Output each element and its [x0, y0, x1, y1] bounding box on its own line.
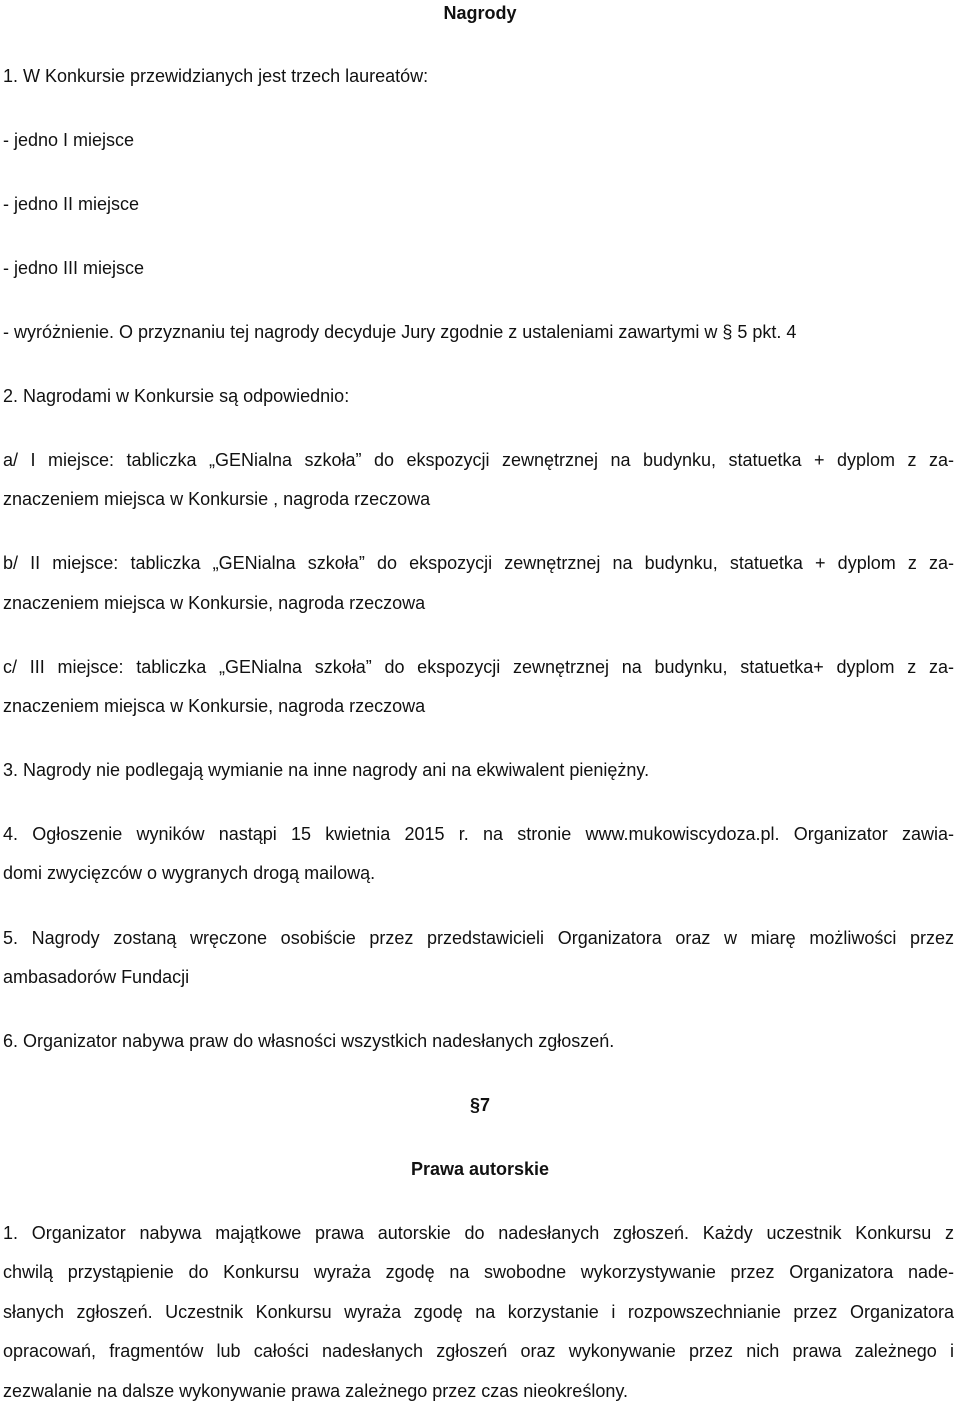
paragraph-4-line-1: 4. Ogłoszenie wyników nastąpi 15 kwietnia 2015 r. na stronie www.mukowiscydoza.pl. Organizator zawia-: [3, 824, 954, 844]
copyright-line-3: słanych zgłoszeń. Uczestnik Konkursu wyraża zgodę na korzystanie i rozpowszechnianie przez Organizatora: [3, 1302, 954, 1322]
paragraph-6: 6. Organizator nabywa praw do własności wszystkich nadesłanych zgłoszeń.: [3, 1031, 615, 1051]
list-item-second-place: - jedno II miejsce: [3, 194, 140, 214]
section-heading: Nagrody: [443, 3, 517, 23]
prize-c-line-2: znaczeniem miejsca w Konkursie, nagroda rzeczowa: [3, 696, 426, 716]
list-item-first-place: - jedno I miejsce: [3, 130, 135, 150]
section-title: Prawa autorskie: [410, 1159, 550, 1179]
paragraph-3: 3. Nagrody nie podlegają wymianie na inne nagrody ani na ekwiwalent pieniężny.: [3, 760, 650, 780]
paragraph-5-line-1: 5. Nagrody zostaną wręczone osobiście przez przedstawicieli Organizatora oraz w miarę możliwości przez: [3, 928, 954, 948]
prize-a-line-2: znaczeniem miejsca w Konkursie , nagroda rzeczowa: [3, 489, 431, 509]
copyright-line-5: zezwalanie na dalsze wykonywanie prawa zależnego przez czas nieokreślony.: [3, 1381, 628, 1401]
copyright-line-2: chwilą przystąpienie do Konkursu wyraża zgodę na swobodne wykorzystywanie przez Organizatora nade-: [3, 1262, 954, 1282]
paragraph-1: 1. W Konkursie przewidzianych jest trzech laureatów:: [3, 66, 429, 86]
copyright-line-4: opracowań, fragmentów lub całości nadesłanych zgłoszeń oraz wykonywanie przez nich prawa zależnego i: [3, 1341, 954, 1361]
list-item-distinction: - wyróżnienie. O przyznaniu tej nagrody decyduje Jury zgodnie z ustaleniami zawartymi w § 5 pkt. 4: [3, 322, 797, 342]
paragraph-5-line-2: ambasadorów Fundacji: [3, 967, 190, 987]
section-number: §7: [469, 1095, 491, 1115]
list-item-third-place: - jedno III miejsce: [3, 258, 145, 278]
prize-a-line-1: a/ I miejsce: tabliczka „GENialna szkoła” do ekspozycji zewnętrznej na budynku, statuetka + dyplom z za-: [3, 450, 954, 470]
prize-b-line-2: znaczeniem miejsca w Konkursie, nagroda rzeczowa: [3, 593, 426, 613]
prize-b-line-1: b/ II miejsce: tabliczka „GENialna szkoła” do ekspozycji zewnętrznej na budynku, statuetka + dyplom z za-: [3, 553, 954, 573]
copyright-line-1: 1. Organizator nabywa majątkowe prawa autorskie do nadesłanych zgłoszeń. Każdy uczestnik Konkursu z: [3, 1223, 954, 1243]
prize-c-line-1: c/ III miejsce: tabliczka „GENialna szkoła” do ekspozycji zewnętrznej na budynku, statuetka+ dyplom z za-: [3, 657, 954, 677]
paragraph-4-line-2: domi zwycięzców o wygranych drogą mailową.: [3, 863, 376, 883]
paragraph-2: 2. Nagrodami w Konkursie są odpowiednio:: [3, 386, 350, 406]
